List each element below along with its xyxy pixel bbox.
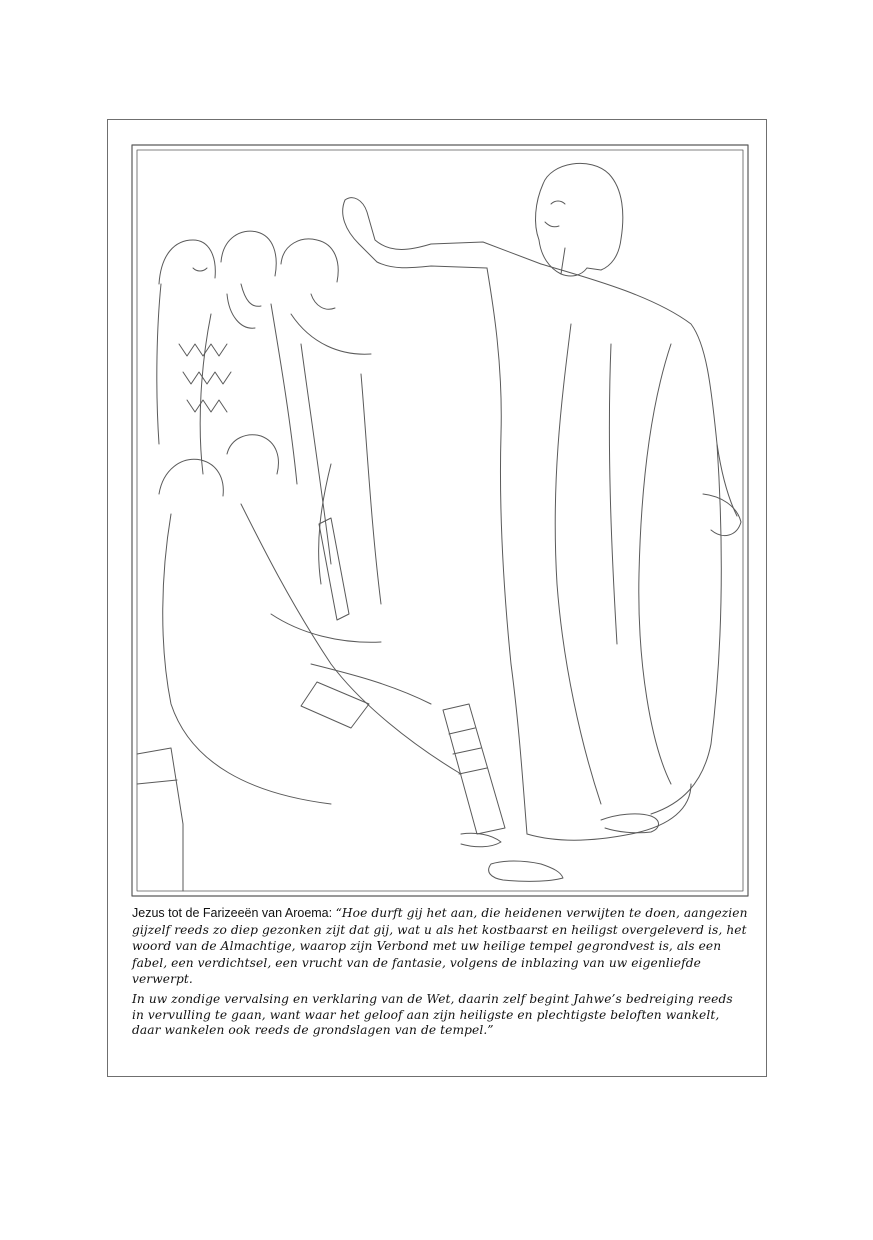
line-drawing-illustration [131,144,749,897]
caption-paragraph-1 [132,905,748,988]
caption-speaker: Jezus tot de Farizeeën van Aroema: [132,906,336,920]
illustration-inner-border [137,150,743,891]
caption [132,905,748,1043]
jesus-figure [343,163,741,881]
pharisees-group [137,231,505,891]
illustration-outer-border [132,145,748,896]
caption-quote-part-1: “Hoe durft gij het aan, die heidenen verwijten te doen, aangezien gijzelf reeds zo diep gezonken zijt dat gij, wat u als het kostbaarst en heiligst overgeleverd is, het woord van de Almachtige, waarop zijn Verbond met uw heilige tempel gegrondvest is, als een fabel, een verdichtsel, een vrucht van de fantasie, volgens de inblazing van uw eigenliefde verwerpt. [132,906,748,987]
caption-paragraph-2: In uw zondige vervalsing en verklaring van de Wet, daarin zelf begint Jahwe’s bedreiging reeds in vervulling te gaan, want waar het geloof aan zijn heiligste en plechtigste beloften wankelt, daar wankelen ook reeds de grondslagen van de tempel.” [132,991,733,1038]
